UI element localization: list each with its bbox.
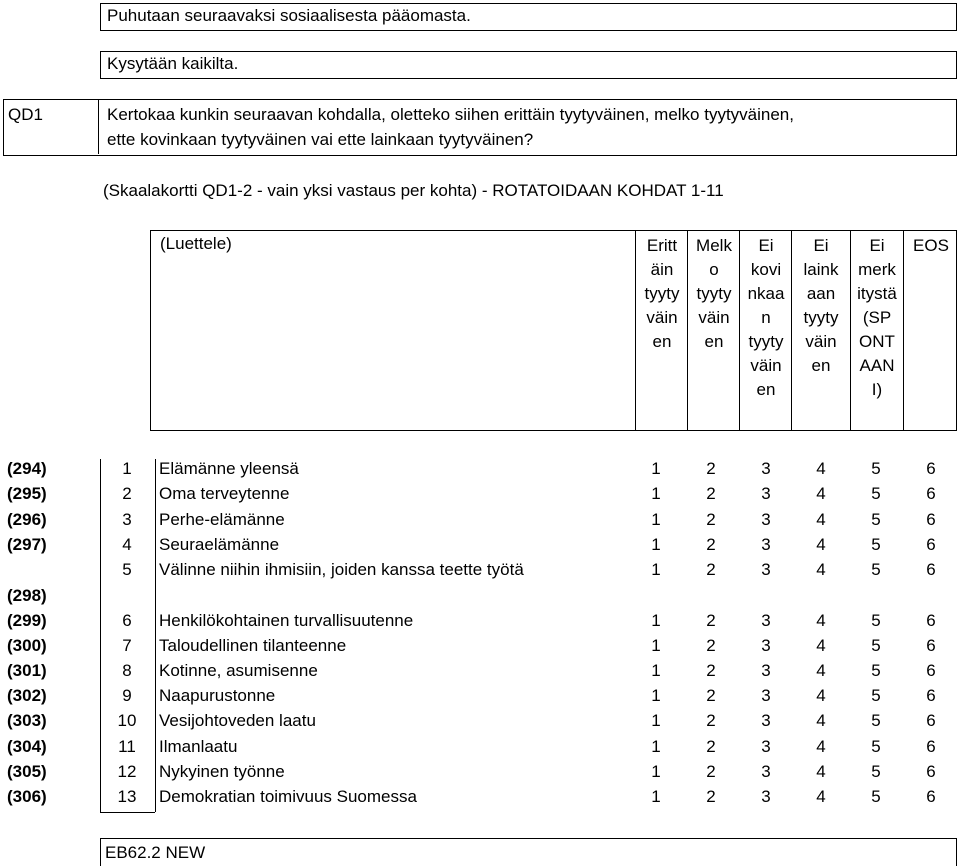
item-number: 7 (122, 636, 132, 655)
item-label: Elämänne yleensä (159, 459, 299, 478)
answer-code-5[interactable]: 5 (871, 535, 881, 554)
answer-code-2[interactable]: 2 (706, 762, 716, 781)
answer-code-4[interactable]: 4 (816, 686, 826, 705)
item-number: 11 (118, 737, 136, 756)
item-variable-id: (300) (7, 636, 47, 655)
item-label: Henkilökohtainen turvallisuutenne (159, 611, 414, 630)
answer-code-2[interactable]: 2 (706, 535, 716, 554)
answer-code-6[interactable]: 6 (926, 661, 936, 680)
answer-code-1[interactable]: 1 (651, 535, 661, 554)
item-variable-id: (305) (7, 762, 47, 781)
answer-code-4[interactable]: 4 (816, 611, 826, 630)
item-number: 12 (117, 762, 137, 781)
answer-code-5[interactable]: 5 (871, 560, 881, 579)
item-variable-id: (302) (7, 686, 47, 705)
answer-code-2[interactable]: 2 (706, 560, 716, 579)
instruction-text: (Skaalakortti QD1-2 - vain yksi vastaus per kohta) - ROTATOIDAAN KOHDAT 1-11 (103, 181, 724, 200)
answer-code-6[interactable]: 6 (926, 459, 936, 478)
item-variable-id: (303) (7, 711, 47, 730)
item-number: 13 (117, 787, 137, 806)
answer-code-4[interactable]: 4 (816, 510, 826, 529)
item-label: Kotinne, asumisenne (159, 661, 318, 680)
answer-code-4[interactable]: 4 (816, 661, 826, 680)
question-id: QD1 (8, 105, 43, 124)
column-header-4: Ei laink aan tyyty väin en (803, 236, 839, 375)
item-variable-id: (304) (7, 737, 47, 756)
answer-code-4[interactable]: 4 (816, 762, 826, 781)
intro-text: Puhutaan seuraavaksi sosiaalisesta pääomasta. (107, 6, 471, 25)
intro-box (100, 3, 957, 31)
answer-code-3[interactable]: 3 (761, 787, 771, 806)
item-number: 9 (122, 686, 132, 705)
answer-code-4[interactable]: 4 (816, 737, 826, 756)
audience-text: Kysytään kaikilta. (107, 54, 239, 73)
answer-code-2[interactable]: 2 (706, 686, 716, 705)
answer-code-5[interactable]: 5 (871, 459, 881, 478)
question-divider (98, 100, 99, 154)
answer-code-6[interactable]: 6 (926, 560, 936, 579)
answer-code-5[interactable]: 5 (871, 510, 881, 529)
answer-code-6[interactable]: 6 (926, 636, 936, 655)
answer-code-5[interactable]: 5 (871, 737, 881, 756)
item-label: Demokratian toimivuus Suomessa (159, 787, 417, 806)
answer-code-2[interactable]: 2 (706, 636, 716, 655)
answer-code-1[interactable]: 1 (651, 787, 661, 806)
answer-code-4[interactable]: 4 (816, 459, 826, 478)
answer-code-2[interactable]: 2 (706, 459, 716, 478)
answer-code-1[interactable]: 1 (651, 510, 661, 529)
answer-code-2[interactable]: 2 (706, 611, 716, 630)
answer-code-3[interactable]: 3 (761, 510, 771, 529)
answer-code-6[interactable]: 6 (926, 535, 936, 554)
item-label: Nykyinen työnne (159, 762, 285, 781)
answer-code-2[interactable]: 2 (706, 787, 716, 806)
answer-code-5[interactable]: 5 (871, 484, 881, 503)
answer-code-2[interactable]: 2 (706, 661, 716, 680)
item-label-divider (155, 459, 156, 812)
answer-code-6[interactable]: 6 (926, 484, 936, 503)
item-number: 1 (122, 459, 132, 478)
column-header-3: Ei kovi nkaa n tyyty väin en (747, 236, 785, 399)
answer-code-2[interactable]: 2 (706, 484, 716, 503)
item-number: 2 (122, 484, 132, 503)
answer-code-3[interactable]: 3 (761, 686, 771, 705)
answer-code-3[interactable]: 3 (761, 737, 771, 756)
answer-code-3[interactable]: 3 (761, 661, 771, 680)
answer-code-1[interactable]: 1 (651, 737, 661, 756)
answer-code-5[interactable]: 5 (871, 611, 881, 630)
answer-code-1[interactable]: 1 (651, 459, 661, 478)
item-variable-id: (294) (7, 459, 47, 478)
footer-box (100, 838, 957, 866)
item-number: 5 (122, 560, 132, 579)
answer-code-4[interactable]: 4 (816, 484, 826, 503)
answer-code-2[interactable]: 2 (706, 711, 716, 730)
answer-code-3[interactable]: 3 (761, 459, 771, 478)
item-variable-id: (295) (7, 484, 47, 503)
answer-code-2[interactable]: 2 (706, 510, 716, 529)
item-variable-id: (301) (7, 661, 47, 680)
answer-code-4[interactable]: 4 (816, 560, 826, 579)
item-label: Välinne niihin ihmisiin, joiden kanssa teette työtä (159, 560, 524, 579)
answer-code-3[interactable]: 3 (761, 560, 771, 579)
footer-code: EB62.2 NEW (105, 843, 206, 862)
answer-code-5[interactable]: 5 (871, 711, 881, 730)
column-header-1: Eritt äin tyyty väin en (644, 236, 680, 351)
item-number: 8 (122, 661, 132, 680)
column-header-5: Ei merk itystä (SP ONT AAN I) (857, 236, 897, 399)
answer-code-4[interactable]: 4 (816, 636, 826, 655)
answer-code-1[interactable]: 1 (651, 484, 661, 503)
answer-code-1[interactable]: 1 (651, 611, 661, 630)
question-box (3, 99, 957, 156)
list-label: (Luettele) (160, 234, 232, 253)
answer-code-4[interactable]: 4 (816, 535, 826, 554)
item-variable-id: (306) (7, 787, 47, 806)
answer-code-6[interactable]: 6 (926, 737, 936, 756)
item-number: 6 (122, 611, 132, 630)
item-variable-id: (297) (7, 535, 47, 554)
answer-code-2[interactable]: 2 (706, 737, 716, 756)
item-label: Naapurustonne (159, 686, 276, 705)
answer-code-6[interactable]: 6 (926, 510, 936, 529)
answer-code-6[interactable]: 6 (926, 611, 936, 630)
answer-code-4[interactable]: 4 (816, 711, 826, 730)
item-number: 4 (122, 535, 132, 554)
item-table-bottom (100, 812, 155, 813)
item-label: Oma terveytenne (159, 484, 290, 503)
answer-code-5[interactable]: 5 (871, 661, 881, 680)
column-header-6: EOS (913, 236, 949, 255)
answer-code-1[interactable]: 1 (651, 636, 661, 655)
answer-code-3[interactable]: 3 (761, 711, 771, 730)
item-variable-id: (299) (7, 611, 47, 630)
item-number: 10 (117, 711, 137, 730)
column-header-2: Melk o tyyty väin en (696, 236, 732, 351)
item-label: Seuraelämänne (159, 535, 280, 554)
item-label: Taloudellinen tilanteenne (159, 636, 347, 655)
answer-code-1[interactable]: 1 (651, 686, 661, 705)
item-label: Ilmanlaatu (159, 737, 238, 756)
answer-code-3[interactable]: 3 (761, 535, 771, 554)
answer-code-6[interactable]: 6 (926, 762, 936, 781)
answer-code-1[interactable]: 1 (651, 560, 661, 579)
answer-code-1[interactable]: 1 (651, 711, 661, 730)
audience-box (100, 51, 957, 79)
answer-code-6[interactable]: 6 (926, 711, 936, 730)
answer-code-5[interactable]: 5 (871, 762, 881, 781)
item-variable-id: (298) (7, 586, 47, 605)
answer-code-5[interactable]: 5 (871, 686, 881, 705)
answer-code-1[interactable]: 1 (651, 661, 661, 680)
answer-code-3[interactable]: 3 (761, 636, 771, 655)
answer-code-5[interactable]: 5 (871, 636, 881, 655)
answer-code-6[interactable]: 6 (926, 787, 936, 806)
answer-code-3[interactable]: 3 (761, 611, 771, 630)
item-label: Vesijohtoveden laatu (159, 711, 316, 730)
question-text-line1: Kertokaa kunkin seuraavan kohdalla, oletteko siihen erittäin tyytyväinen, melko tyytyväinen, (107, 105, 794, 124)
answer-code-1[interactable]: 1 (651, 762, 661, 781)
answer-code-3[interactable]: 3 (761, 484, 771, 503)
answer-code-4[interactable]: 4 (816, 787, 826, 806)
answer-code-5[interactable]: 5 (871, 787, 881, 806)
item-variable-id: (296) (7, 510, 47, 529)
item-label: Perhe-elämänne (159, 510, 285, 529)
answer-code-6[interactable]: 6 (926, 686, 936, 705)
answer-code-3[interactable]: 3 (761, 762, 771, 781)
item-number: 3 (122, 510, 132, 529)
question-text-line2: ette kovinkaan tyytyväinen vai ette lainkaan tyytyväinen? (107, 130, 534, 149)
